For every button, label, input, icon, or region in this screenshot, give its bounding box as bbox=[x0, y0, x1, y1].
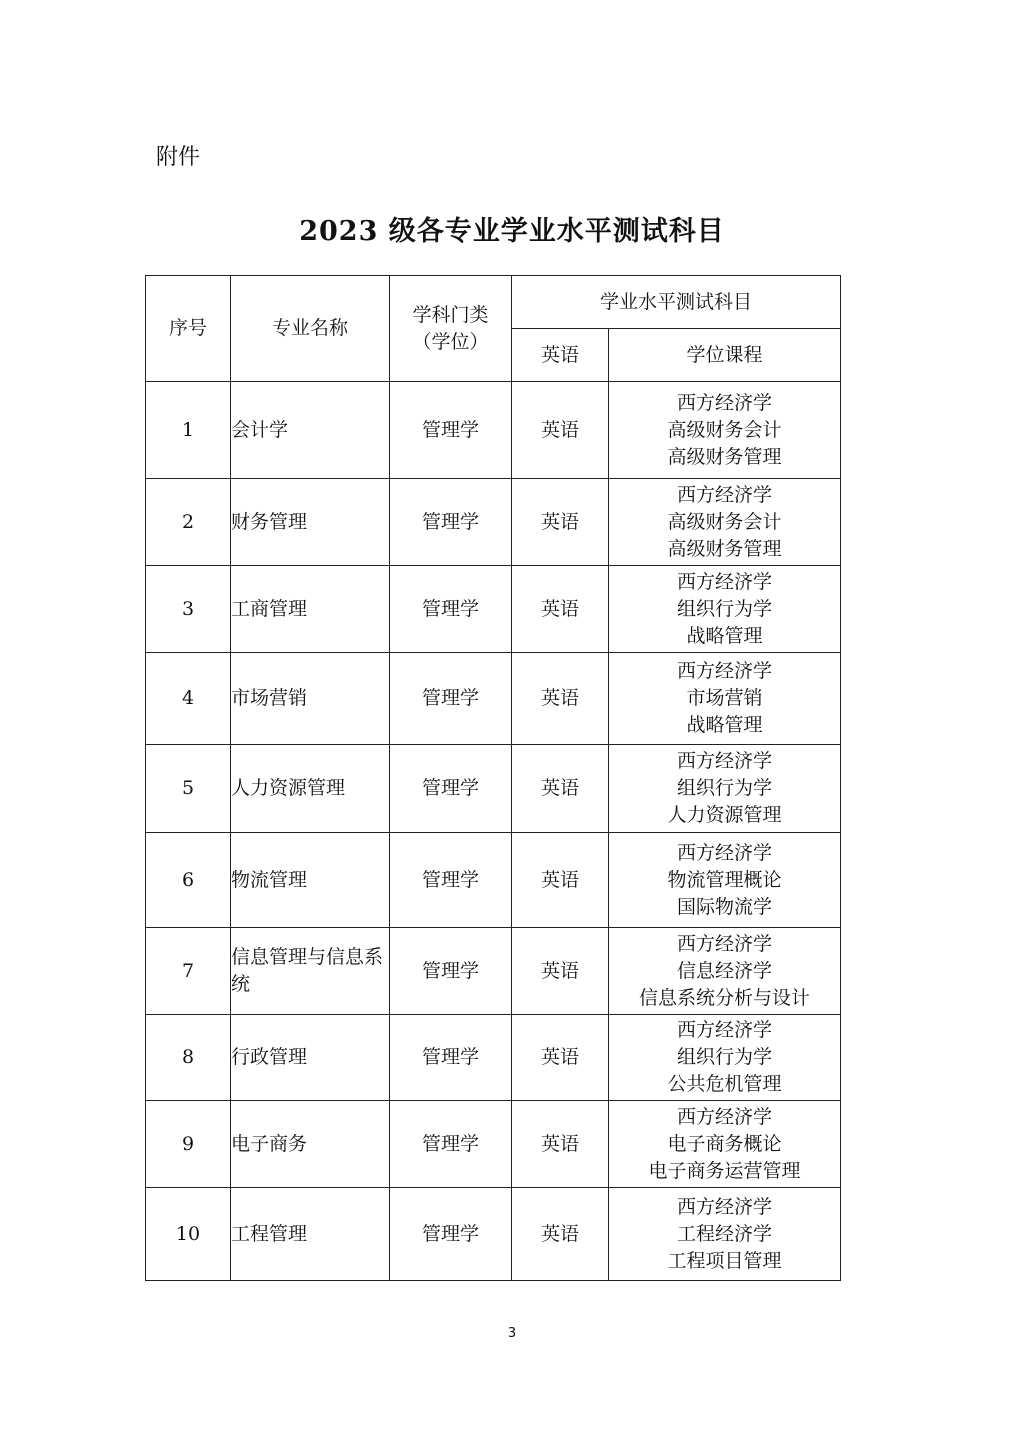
degree-course: 西方经济学 bbox=[677, 1105, 773, 1128]
row-english: 英语 bbox=[512, 928, 609, 1015]
row-category: 管理学 bbox=[390, 1188, 512, 1281]
row-major: 财务管理 bbox=[231, 479, 390, 566]
row-major: 行政管理 bbox=[231, 1015, 390, 1101]
degree-course: 西方经济学 bbox=[677, 750, 773, 772]
row-english: 英语 bbox=[512, 1101, 609, 1188]
degree-course: 西方经济学 bbox=[677, 1195, 773, 1218]
row-degree-courses bbox=[609, 566, 841, 653]
row-english: 英语 bbox=[512, 1188, 609, 1281]
degree-course: 组织行为学 bbox=[677, 597, 773, 620]
table-header bbox=[146, 276, 841, 382]
page-title: 2023 级各专业学业水平测试科目 bbox=[299, 216, 725, 247]
degree-course: 西方经济学 bbox=[677, 660, 773, 682]
table-row bbox=[146, 833, 841, 928]
row-number: 1 bbox=[146, 382, 231, 479]
row-english: 英语 bbox=[512, 653, 609, 745]
degree-course: 高级财务管理 bbox=[667, 537, 782, 560]
row-english: 英语 bbox=[512, 566, 609, 653]
row-english: 英语 bbox=[512, 382, 609, 479]
row-degree-courses bbox=[609, 833, 841, 928]
degree-course: 西方经济学 bbox=[677, 1019, 773, 1041]
row-degree-courses bbox=[609, 1015, 841, 1101]
row-degree-courses bbox=[609, 653, 841, 745]
degree-course: 西方经济学 bbox=[677, 841, 773, 864]
table-row bbox=[146, 928, 841, 1015]
row-major: 工商管理 bbox=[231, 566, 390, 653]
degree-course: 工程项目管理 bbox=[667, 1249, 782, 1272]
degree-course: 高级财务会计 bbox=[667, 510, 782, 533]
degree-course: 信息系统分析与设计 bbox=[639, 986, 811, 1009]
row-category: 管理学 bbox=[390, 382, 512, 479]
table-row bbox=[146, 1015, 841, 1101]
table-row bbox=[146, 745, 841, 833]
attachment-label: 附件 bbox=[156, 145, 201, 170]
degree-course: 高级财务会计 bbox=[667, 418, 782, 441]
row-major: 物流管理 bbox=[231, 833, 390, 928]
row-category: 管理学 bbox=[390, 1101, 512, 1188]
row-degree-courses bbox=[609, 479, 841, 566]
row-number: 8 bbox=[146, 1015, 231, 1101]
row-english: 英语 bbox=[512, 833, 609, 928]
table-row bbox=[146, 479, 841, 566]
row-major: 市场营销 bbox=[231, 653, 390, 745]
row-major: 会计学 bbox=[231, 382, 390, 479]
row-number: 3 bbox=[146, 566, 231, 653]
row-category: 管理学 bbox=[390, 653, 512, 745]
degree-course: 战略管理 bbox=[686, 714, 763, 736]
degree-course: 工程经济学 bbox=[677, 1222, 773, 1245]
table-row bbox=[146, 653, 841, 745]
row-degree-courses bbox=[609, 382, 841, 479]
degree-course: 高级财务管理 bbox=[667, 445, 782, 468]
row-category: 管理学 bbox=[390, 833, 512, 928]
row-english: 英语 bbox=[512, 1015, 609, 1101]
degree-course: 战略管理 bbox=[686, 624, 763, 647]
table-row bbox=[146, 566, 841, 653]
row-number: 2 bbox=[146, 479, 231, 566]
degree-course: 组织行为学 bbox=[677, 1046, 773, 1068]
test-subjects-table bbox=[145, 275, 841, 1281]
table-row bbox=[146, 1101, 841, 1188]
row-major: 电子商务 bbox=[231, 1101, 390, 1188]
degree-course: 国际物流学 bbox=[677, 895, 773, 918]
row-major: 人力资源管理 bbox=[231, 745, 390, 833]
row-major: 信息管理与信息系统 bbox=[231, 928, 390, 1015]
row-degree-courses bbox=[609, 1101, 841, 1188]
row-degree-courses bbox=[609, 745, 841, 833]
table-row bbox=[146, 382, 841, 479]
row-english: 英语 bbox=[512, 745, 609, 833]
row-number: 7 bbox=[146, 928, 231, 1015]
degree-course: 西方经济学 bbox=[677, 570, 773, 593]
row-number: 6 bbox=[146, 833, 231, 928]
degree-course: 公共危机管理 bbox=[667, 1073, 782, 1095]
header-major: 专业名称 bbox=[231, 276, 390, 382]
row-number: 10 bbox=[146, 1188, 231, 1281]
header-test-subjects: 学业水平测试科目 bbox=[512, 276, 841, 329]
row-degree-courses bbox=[609, 928, 841, 1015]
row-degree-courses bbox=[609, 1188, 841, 1281]
table-row bbox=[146, 1188, 841, 1281]
header-category: 学科门类（学位） bbox=[390, 276, 512, 382]
row-english: 英语 bbox=[512, 479, 609, 566]
row-category: 管理学 bbox=[390, 928, 512, 1015]
degree-course: 电子商务运营管理 bbox=[648, 1159, 801, 1182]
degree-course: 物流管理概论 bbox=[667, 868, 782, 891]
header-number: 序号 bbox=[146, 276, 231, 382]
row-category: 管理学 bbox=[390, 1015, 512, 1101]
degree-course: 西方经济学 bbox=[677, 483, 773, 506]
degree-course: 电子商务概论 bbox=[667, 1132, 782, 1155]
row-major: 工程管理 bbox=[231, 1188, 390, 1281]
row-number: 9 bbox=[146, 1101, 231, 1188]
degree-course: 西方经济学 bbox=[677, 391, 773, 414]
degree-course: 人力资源管理 bbox=[667, 804, 782, 826]
row-category: 管理学 bbox=[390, 566, 512, 653]
header-english: 英语 bbox=[512, 329, 609, 382]
row-category: 管理学 bbox=[390, 745, 512, 833]
degree-course: 西方经济学 bbox=[677, 932, 773, 955]
row-number: 5 bbox=[146, 745, 231, 833]
degree-course: 信息经济学 bbox=[677, 959, 773, 982]
row-number: 4 bbox=[146, 653, 231, 745]
header-degree-courses: 学位课程 bbox=[609, 329, 841, 382]
degree-course: 组织行为学 bbox=[677, 777, 773, 799]
degree-course: 市场营销 bbox=[686, 687, 763, 709]
row-category: 管理学 bbox=[390, 479, 512, 566]
page-number: 3 bbox=[507, 1326, 517, 1341]
table-body bbox=[146, 382, 841, 1281]
